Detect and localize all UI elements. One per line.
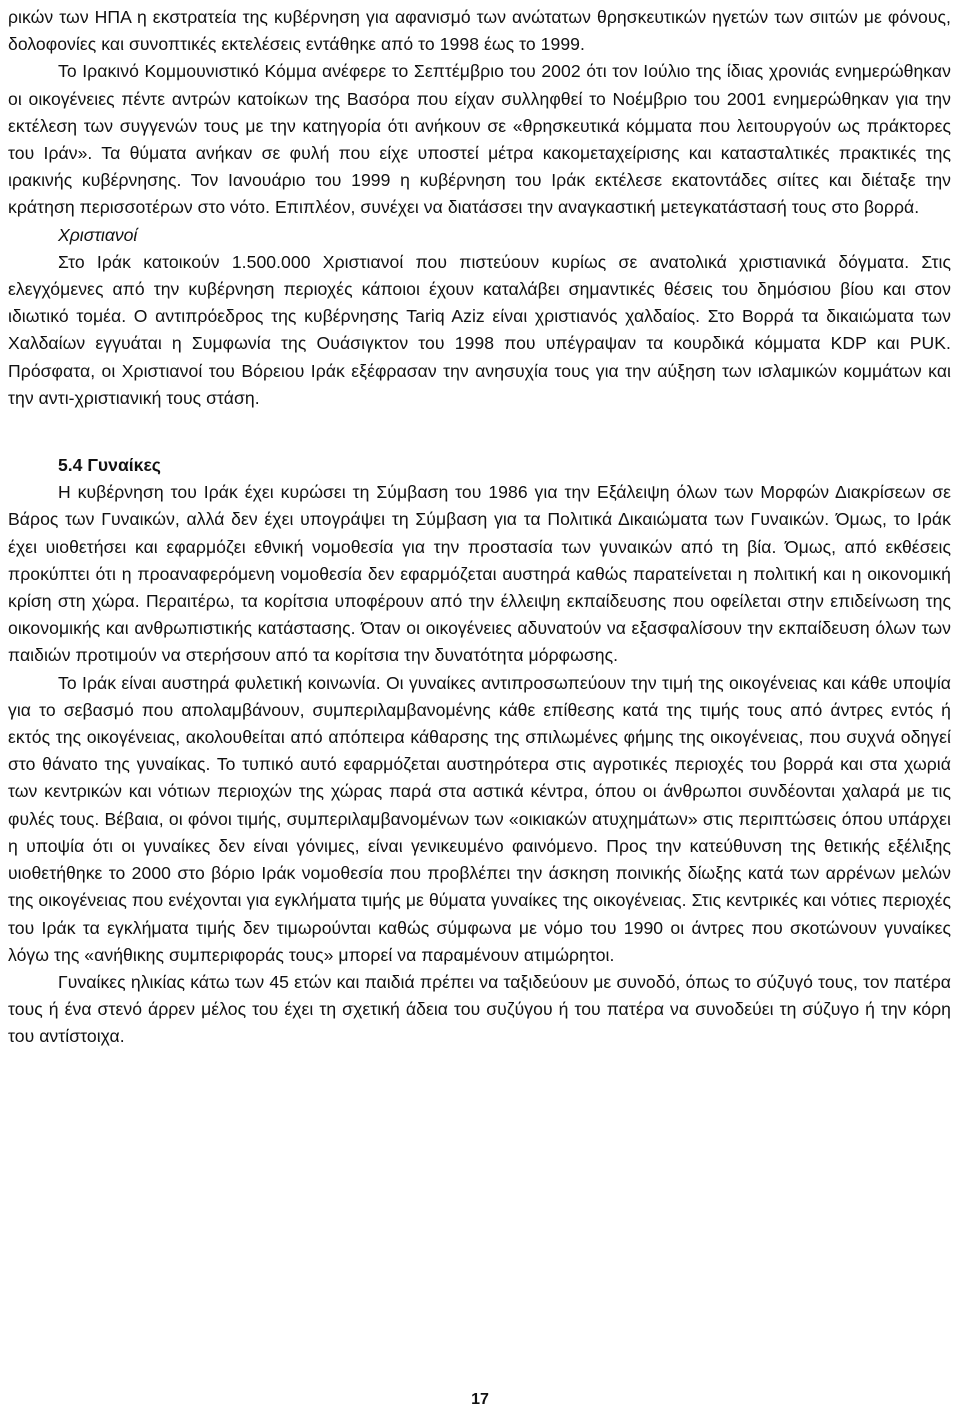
heading-women: 5.4 Γυναίκες bbox=[58, 455, 161, 476]
paragraph-christians: Στο Ιράκ κατοικούν 1.500.000 Χριστιανοί που πιστεύουν κυρίως σε ανατολικά χριστιανικά δόγματα. Στις ελεγχόμενες από την κυβέρνηση περιοχές κάποιοι έχουν καταλάβει σημαντικές θέσεις του δημόσιου βίου και στον ιδιωτικό τομέα. Ο αντιπρόεδρος της κυβέρνησης Tariq Aziz είναι χριστιανός χαλδαίος. Στο Βορρά τα δικαιώματα των Χαλδαίων εγγυάται η Συμφωνία της Ουάσιγκτον του 1998 που υπέγραψαν τα κουρδικά κόμματα KDP και PUK. Πρόσφατα, οι Χριστιανοί του Βόρειου Ιράκ εξέφρασαν την ανησυχία τους για την αύξηση των ισλαμικών κομμάτων και την αντι-χριστιανική τους στάση. bbox=[8, 251, 951, 408]
heading-christians: Χριστιανοί bbox=[58, 224, 138, 245]
paragraph-women-tribal: Το Ιράκ είναι αυστηρά φυλετική κοινωνία. Οι γυναίκες αντιπροσωπεύουν την τιμή της οικογένειας και κάθε υποψία για το σεβασμό που απολαμβάνουν, συμπεριλαμβανομένης κάθε επίθεσης κατά της τιμής τους από άντρες εντός ή εκτός της οικογένειας, ακολουθείται από απόπειρα κάθαρσης της σπιλωμένες φήμης της οικογένειας, που συχνά οδηγεί στο θάνατο της γυναίκας. Το τυπικό αυτό εφαρμόζεται αυστηρότερα στις αγροτικές περιοχές του βορρά και στα χωριά των κεντρικών και νότιων περιοχών της χώρας παρά στα αστικά κέντρα, όπου οι άνθρωποι συνδέονται χαλαρά με τις φυλές τους. Βέβαια, οι φόνοι τιμής, συμπεριλαμβανομένων των «οικιακών ατυχημάτων» στις περιπτώσεις όπου υπάρχει η υποψία ότι οι γυναίκες δεν είναι γόνιμες, είναι γενικευμένο φαινόμενο. Προς την κατεύθυνση της θετικής εξέλιξης υιοθετήθηκε το 2000 στο βόριο Ιράκ νομοθεσία που προβλέπει την άσκηση ποινικής δίωξης κατά των αρρένων μελών της οικογένειας που ενέχονται για εγκλήματα τιμής με θύματα γυναίκες της οικογένειας. Στις κεντρικές και νότιες περιοχές του Ιράκ τα εγκλήματα τιμής δεν τιμωρούνται καθώς σύμφωνα με νόμο του 1990 οι άντρες που σκοτώνουν γυναίκες λόγω της «ανήθικης συμπεριφοράς τους» μπορεί να παραμένουν ατιμώρητοι. bbox=[8, 672, 951, 965]
paragraph-continued: ρικών των ΗΠΑ η εκστρατεία της κυβέρνηση για αφανισμό των ανώτατων θρησκευτικών ηγετών των σιιτών με φόνους, δολοφονίες και συνοπτικές εκτελέσεις εντάθηκε από το 1998 έως το 1999. bbox=[8, 7, 951, 55]
page-number: 17 bbox=[471, 1391, 489, 1408]
paragraph-women-convention: Η κυβέρνηση του Ιράκ έχει κυρώσει τη Σύμβαση του 1986 για την Εξάλειψη όλων των Μορφών Διακρίσεων σε Βάρος των Γυναικών, αλλά δεν έχει υπογράψει τη Σύμβαση για τα Πολιτικά Δικαιώματα των Γυναικών. Όμως, το Ιράκ έχει υιοθετήσει και εφαρμόζει εθνική νομοθεσία για την προστασία των γυναικών από τη βία. Όμως, από εκθέσεις προκύπτει ότι η προαναφερόμενη νομοθεσία δεν εφαρμόζεται αυστηρά καθώς παρατείνεται η πολιτική και η οικονομική κρίση στη χώρα. Περαιτέρω, τα κορίτσια υποφέρουν από την έλλειψη εκπαίδευσης που οφείλεται στην επιδείνωση της οικονομικής και ανθρωπιστικής κατάστασης. Όταν οι οικογένειες αδυνατούν να εξασφαλίσουν την εκπαίδευση όλων των παιδιών προτιμούν να στερήσουν από τα κορίτσια την δυνατότητα μόρφωσης. bbox=[8, 482, 951, 666]
paragraph-women-travel: Γυναίκες ηλικίας κάτω των 45 ετών και παιδιά πρέπει να ταξιδεύουν με συνοδό, όπως το σύζυγό τους, τον πατέρα τους ή ένα στενό άρρεν μέλος του έχει τη σχετική άδεια του συζύγου ή του πατέρα να συνοδεύει τη σύζυγο ή την κόρη του αντίστοιχα. bbox=[8, 971, 951, 1047]
paragraph-communist-party: Το Ιρακινό Κομμουνιστικό Κόμμα ανέφερε το Σεπτέμβριο του 2002 ότι τον Ιούλιο της ίδιας χρονιάς ενημερώθηκαν οι οικογένειες πέντε αντρών κατοίκων της Βασόρα που είχαν συλληφθεί το Νοέμβριο του 2001 ενημερώθηκαν για την εκτέλεση των συγγενών τους με την κατηγορία ότι ανήκουν σε «θρησκευτικά κόμματα που λειτουργούν ως πράκτορες του Ιράν». Τα θύματα ανήκαν σε φυλή που είχε υποστεί μέτρα κακομεταχείρισης και κατασταλτικές πρακτικές της ιρακινής κυβέρνησης. Τον Ιανουάριο του 1999 η κυβέρνηση του Ιράκ εκτέλεσε εκατοντάδες σιίτες και διέταξε την κράτηση περισσοτέρων στο νότο. Επιπλέον, συνέχει να διατάσσει την αναγκαστική μετεγκατάστασή τους στο βορρά. bbox=[8, 61, 951, 218]
